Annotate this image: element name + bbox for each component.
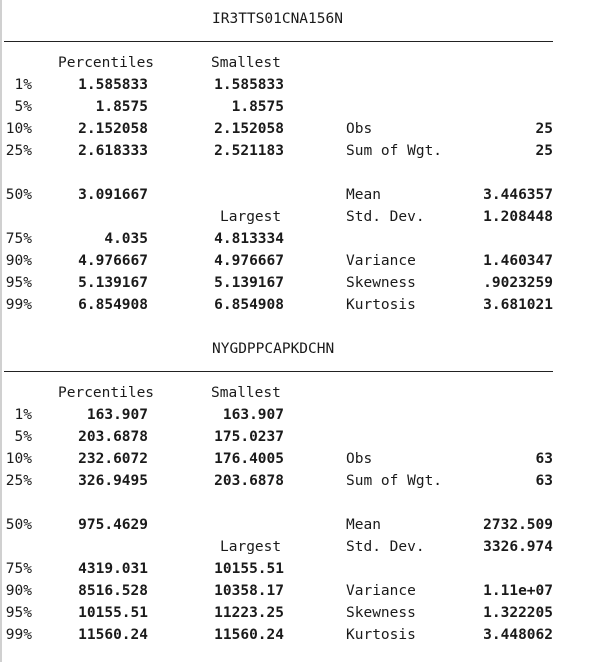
pct-value: 4319.031 [78,561,148,577]
pct-value: 6.854908 [78,297,148,313]
pct-value: 326.9495 [78,473,148,489]
smallest-value: 175.0237 [214,429,284,445]
smallest-header: Smallest [211,55,281,71]
largest-value: 4.813334 [214,231,284,247]
stat-label: Std. Dev. [346,209,425,225]
pct-label: 75% [5,231,32,247]
pct-label: 95% [5,275,32,291]
stat-label: Skewness [346,275,416,291]
smallest-value: 2.521183 [214,143,284,159]
pct-value: 4.976667 [78,253,148,269]
stat-label: Kurtosis [346,297,416,313]
pct-value: 3.091667 [78,187,148,203]
stat-value: 3.446357 [483,187,553,203]
pct-value: 1.8575 [95,99,148,115]
smallest-value: 163.907 [222,407,284,423]
smallest-value: 176.4005 [214,451,284,467]
smallest-value: 2.152058 [214,121,284,137]
largest-value: 10155.51 [214,561,284,577]
pct-label: 1% [14,407,32,423]
largest-value: 11560.24 [214,627,284,643]
pct-value: 163.907 [86,407,148,423]
pct-value: 2.618333 [78,143,148,159]
smallest-value: 203.6878 [214,473,284,489]
stat-label: Std. Dev. [346,539,425,555]
pct-value: 5.139167 [78,275,148,291]
stat-value: 25 [535,143,553,159]
stat-value: 3.448062 [483,627,553,643]
percentiles-header: Percentiles [58,55,155,71]
pct-value: 975.4629 [78,517,148,533]
pct-value: 10155.51 [78,605,148,621]
largest-value: 10358.17 [214,583,284,599]
pct-value: 232.6072 [78,451,148,467]
largest-value: 4.976667 [214,253,284,269]
pct-value: 8516.528 [78,583,148,599]
stat-value: 1.322205 [483,605,553,621]
stat-label: Variance [346,583,416,599]
stat-value: 1.208448 [483,209,553,225]
stat-value: 63 [535,451,553,467]
smallest-value: 1.585833 [214,77,284,93]
stat-label: Skewness [346,605,416,621]
stat-label: Obs [346,451,373,467]
pct-label: 50% [5,517,32,533]
pct-label: 50% [5,187,32,203]
stat-value: 3326.974 [483,539,553,555]
smallest-value: 1.8575 [231,99,284,115]
stat-label: Mean [346,517,381,533]
pct-label: 95% [5,605,32,621]
pct-value: 203.6878 [78,429,148,445]
pct-label: 1% [14,77,32,93]
largest-header: Largest [220,209,282,225]
stat-value: .9023259 [483,275,553,291]
stat-label: Mean [346,187,381,203]
pct-label: 10% [5,121,32,137]
stat-value: 63 [535,473,553,489]
pct-label: 90% [5,253,32,269]
pct-label: 5% [14,99,32,115]
pct-label: 99% [5,297,32,313]
stat-value: 1.460347 [483,253,553,269]
stat-label: Sum of Wgt. [346,473,443,489]
stat-value: 1.11e+07 [483,583,553,599]
pct-label: 5% [14,429,32,445]
pct-value: 11560.24 [78,627,148,643]
pct-label: 75% [5,561,32,577]
pct-label: 99% [5,627,32,643]
results-window-border [0,0,2,662]
stat-label: Sum of Wgt. [346,143,443,159]
largest-header: Largest [220,539,282,555]
pct-value: 1.585833 [78,77,148,93]
pct-label: 25% [5,143,32,159]
pct-value: 4.035 [104,231,148,247]
largest-value: 6.854908 [214,297,284,313]
pct-value: 2.152058 [78,121,148,137]
title-divider [4,371,553,372]
pct-label: 25% [5,473,32,489]
pct-label: 90% [5,583,32,599]
stat-label: Kurtosis [346,627,416,643]
largest-value: 5.139167 [214,275,284,291]
largest-value: 11223.25 [214,605,284,621]
stat-value: 25 [535,121,553,137]
pct-label: 10% [5,451,32,467]
variable-title: IR3TTS01CNA156N [212,11,343,27]
stat-value: 3.681021 [483,297,553,313]
stat-label: Obs [346,121,373,137]
title-divider [4,41,553,42]
smallest-header: Smallest [211,385,281,401]
stat-label: Variance [346,253,416,269]
percentiles-header: Percentiles [58,385,155,401]
stat-value: 2732.509 [483,517,553,533]
variable-title: NYGDPPCAPKDCHN [212,341,335,357]
